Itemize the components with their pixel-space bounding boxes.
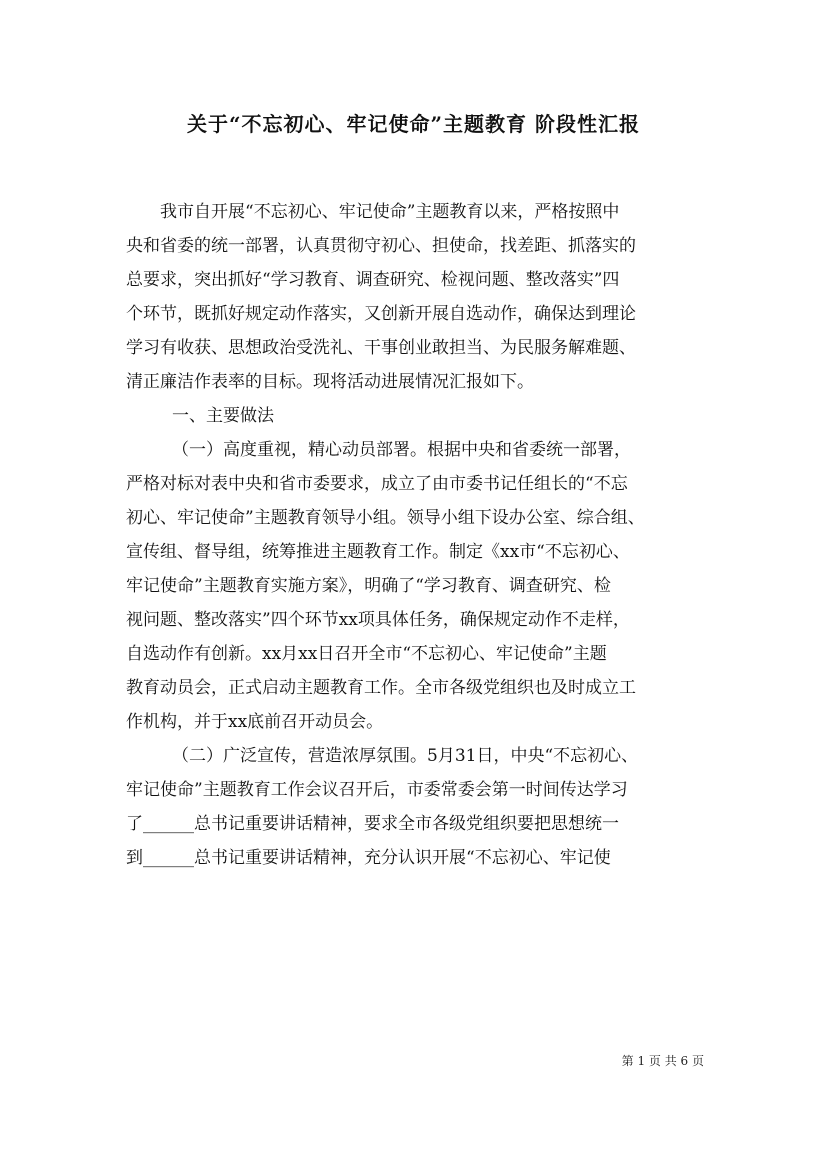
paragraph-line: 初心、牢记使命”主题教育领导小组。领导小组下设办公室、综合组、 [126,508,645,528]
paragraph-line: 教育动员会，正式启动主题教育工作。全市各级党组织也及时成立工 [126,678,636,698]
paragraph-line: 总要求，突出抓好“学习教育、调查研究、检视问题、整改落实”四 [126,270,620,290]
paragraph-line: 视问题、整改落实”四个环节xx项具体任务，确保规定动作不走样， [126,610,630,630]
paragraph-line: 宣传组、督导组，统筹推进主题教育工作。制定《xx市“不忘初心、 [126,542,630,562]
paragraph-line: 到______总书记重要讲话精神，充分认识开展“不忘初心、牢记使 [126,848,611,868]
paragraph-line: 牢记使命”主题教育工作会议召开后，市委常委会第一时间传达学习 [126,780,628,800]
section-heading: 一、主要做法 [172,406,274,426]
document-body [126,195,726,875]
paragraph-line: 自选动作有创新。xx月xx日召开全市“不忘初心、牢记使命”主题 [126,644,607,664]
paragraph-line: 了______总书记重要讲话精神，要求全市各级党组织要把思想统一 [126,814,619,834]
paragraph-line: 我市自开展“不忘初心、牢记使命”主题教育以来，严格按照中 [160,202,620,222]
paragraph-line: 牢记使命”主题教育实施方案》，明确了“学习教育、调查研究、检 [126,576,611,596]
paragraph-line: 严格对标对表中央和省市委要求，成立了由市委书记任组长的“不忘 [126,474,628,494]
paragraph-line: （二）广泛宣传，营造浓厚氛围。5月31日，中央“不忘初心、 [172,746,639,766]
paragraph-line: 央和省委的统一部署，认真贯彻守初心、担使命，找差距、抓落实的 [126,236,636,256]
paragraph-line: 学习有收获、思想政治受洗礼、干事创业敢担当、为民服务解难题、 [126,338,636,358]
paragraph-line: 清正廉洁作表率的目标。现将活动进展情况汇报如下。 [126,372,534,392]
paragraph-line: 个环节，既抓好规定动作落实，又创新开展自选动作，确保达到理论 [126,304,636,324]
paragraph-line: （一）高度重视，精心动员部署。根据中央和省委统一部署， [172,440,631,460]
document-title: 关于“不忘初心、牢记使命”主题教育 阶段性汇报 [187,112,640,136]
page-number: 第 1 页 共 6 页 [621,1054,704,1068]
paragraph-line: 作机构，并于xx底前召开动员会。 [126,712,384,732]
